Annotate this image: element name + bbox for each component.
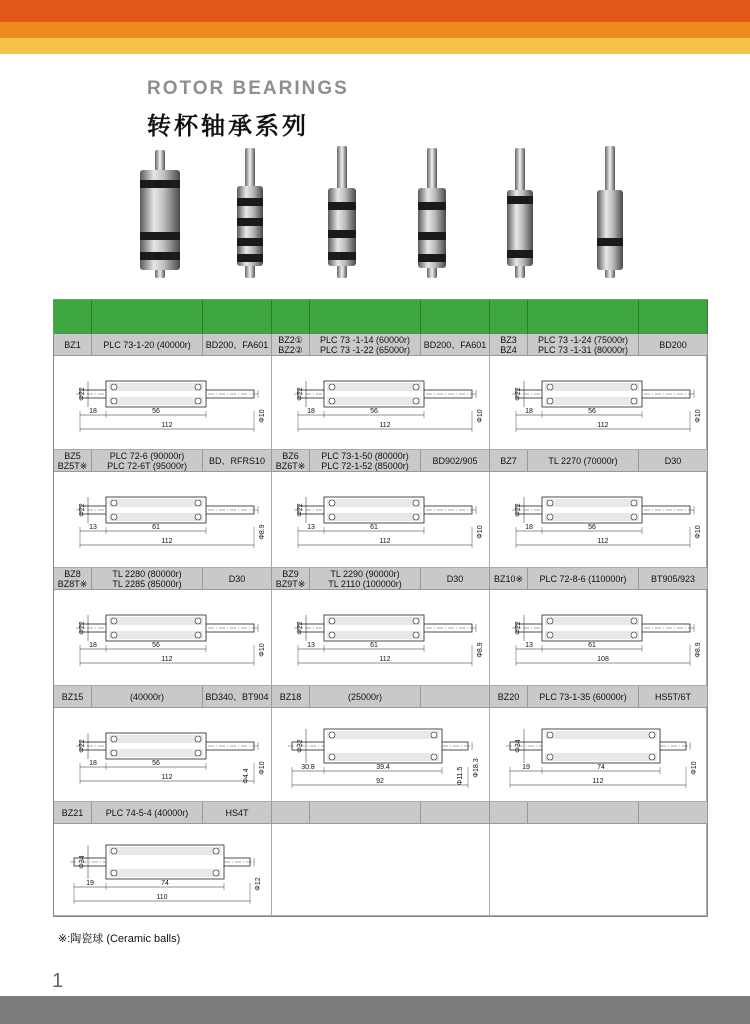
- row5-col1-type: [54, 802, 92, 824]
- drawing-cell: [272, 472, 490, 568]
- row2-col1-serial: [92, 450, 203, 472]
- serial-line: PLC 74-5-4 (40000r): [105, 807, 189, 818]
- dimension-label: 112: [597, 538, 609, 545]
- type-line: BZ21: [61, 807, 84, 818]
- dimension-label: Φ22: [79, 739, 86, 753]
- dimension-label: 13: [307, 524, 315, 531]
- type-line: BZ20: [497, 691, 520, 702]
- row4-col3-machine: HS5T/6T: [639, 686, 708, 708]
- dimension-label: Φ10: [691, 761, 698, 775]
- bearing-drawing: [490, 824, 707, 916]
- serial-line: TL 2270 (70000r): [548, 455, 618, 466]
- bearing-drawing: [490, 472, 707, 568]
- bearing-drawing: [54, 356, 272, 450]
- title-chinese: 转杯轴承系列: [147, 113, 309, 140]
- ceramic-note: ※:陶瓷球 (Ceramic balls): [58, 933, 181, 945]
- dimension-label: Φ22: [297, 387, 304, 401]
- bearing-photos: [120, 140, 680, 290]
- row5-col1-machine: HS4T: [203, 802, 272, 824]
- type-line: BZ8T※: [57, 578, 88, 589]
- dimension-label: 13: [307, 642, 315, 649]
- serial-line: PLC 73-1-20 (40000r): [103, 339, 191, 350]
- serial-line: PLC 72-6 (90000r): [109, 450, 185, 461]
- type-line: BZ3: [500, 334, 517, 345]
- row3-col3-type: [490, 568, 528, 590]
- bearing-drawing: [272, 590, 490, 686]
- dimension-label: 112: [597, 422, 609, 429]
- drawing-cell: [272, 708, 490, 802]
- row1-col3-machine: BD200: [639, 334, 708, 356]
- dimension-label: 18: [525, 524, 533, 531]
- bearing-photo-6: [597, 146, 623, 278]
- type-line: BZ2②: [278, 344, 303, 355]
- bearing-drawing: [54, 708, 272, 802]
- row2-col3-type: [490, 450, 528, 472]
- dimension-label: Φ22: [515, 621, 522, 635]
- type-line: BZ5T※: [57, 460, 88, 471]
- dimension-label: 74: [597, 764, 605, 771]
- dimension-label: 18: [89, 408, 97, 415]
- serial-line: PLC 73-1-50 (80000r): [321, 450, 409, 461]
- row2-col3-serial: [528, 450, 639, 472]
- dimension-label: Φ22: [297, 621, 304, 635]
- row4-col1-serial: [92, 686, 203, 708]
- drawing-cell: [54, 472, 272, 568]
- row2-col1-type: [54, 450, 92, 472]
- dimension-label: 18: [525, 408, 533, 415]
- row1-col2-machine: BD200、FA601: [421, 334, 490, 356]
- serial-line: PLC 72-6T (95000r): [107, 460, 187, 471]
- dimension-label: 108: [597, 656, 609, 663]
- row1-col1-type: [54, 334, 92, 356]
- row1-col1-serial: [92, 334, 203, 356]
- header-type-2: [272, 300, 310, 334]
- type-line: BZ8: [64, 568, 81, 579]
- dimension-label: Φ12: [255, 877, 262, 891]
- row2-col1-machine: BD、RFRS10: [203, 450, 272, 472]
- serial-line: (40000r): [129, 691, 165, 702]
- dimension-label: 56: [152, 642, 160, 649]
- row1-col1-machine: BD200、FA601: [203, 334, 272, 356]
- header-machine-3: [639, 300, 708, 334]
- serial-line: PLC 73 -1-31 (80000r): [537, 344, 629, 355]
- serial-line: TL 2280 (80000r): [112, 568, 182, 579]
- dimension-label: Φ11.5: [457, 766, 464, 786]
- serial-line: TL 2285 (85000r): [112, 578, 182, 589]
- row5-col3-serial: [528, 802, 639, 824]
- serial-line: PLC 72-1-52 (85000r): [321, 460, 409, 471]
- dimension-label: 39.4: [376, 764, 390, 771]
- row1-col2-serial: [310, 334, 421, 356]
- row3-col2-type: [272, 568, 310, 590]
- dimension-label: Φ32: [297, 739, 304, 753]
- type-line: BZ4: [500, 344, 517, 355]
- dimension-label: Φ22: [515, 387, 522, 401]
- dimension-label: Φ10: [259, 643, 266, 657]
- row5-col1-serial: [92, 802, 203, 824]
- serial-line: (25000r): [347, 691, 383, 702]
- dimension-label: Φ22: [297, 503, 304, 517]
- dimension-label: 19: [522, 764, 530, 771]
- dimension-label: 112: [161, 422, 173, 429]
- row2-col2-serial: [310, 450, 421, 472]
- row1-col3-serial: [528, 334, 639, 356]
- serial-line: PLC 73-1-35 (60000r): [539, 691, 627, 702]
- bearing-photo-2: [237, 148, 263, 278]
- bearing-drawing: [490, 356, 707, 450]
- row3-col3-serial: [528, 568, 639, 590]
- type-line: BZ6: [282, 450, 299, 461]
- type-line: BZ15: [61, 691, 84, 702]
- serial-line: PLC 73 -1-22 (65000r): [319, 344, 411, 355]
- row1-col2-type: [272, 334, 310, 356]
- bearing-drawing: [54, 472, 272, 568]
- dimension-label: Φ22: [79, 387, 86, 401]
- bearing-table: [53, 299, 708, 917]
- drawing-cell: [272, 824, 490, 916]
- bearing-drawing: [272, 356, 490, 450]
- drawing-cell: [490, 708, 707, 802]
- drawing-cell: [54, 708, 272, 802]
- type-line: BZ7: [500, 455, 517, 466]
- dimension-label: 112: [379, 422, 391, 429]
- type-line: BZ9: [282, 568, 299, 579]
- bearing-drawing: [272, 472, 490, 568]
- dimension-label: 18: [89, 642, 97, 649]
- row3-col1-machine: D30: [203, 568, 272, 590]
- header-machine-2: [421, 300, 490, 334]
- row3-col2-serial: [310, 568, 421, 590]
- type-line: BZ1: [64, 339, 81, 350]
- bearing-photo-3: [328, 146, 356, 278]
- dimension-label: 18: [89, 760, 97, 767]
- dimension-label: 61: [370, 642, 378, 649]
- dimension-label: Φ10: [477, 525, 484, 539]
- header-serial-2: [310, 300, 421, 334]
- serial-line: TL 2110 (100000r): [328, 578, 402, 589]
- top-band-red: [0, 0, 750, 22]
- drawing-cell: [54, 824, 272, 916]
- row1-col3-type: [490, 334, 528, 356]
- dimension-label: 112: [161, 774, 173, 781]
- serial-line: PLC 73 -1-24 (75000r): [537, 334, 629, 345]
- row4-col3-type: [490, 686, 528, 708]
- drawing-cell: [490, 356, 707, 450]
- type-line: BZ6T※: [275, 460, 306, 471]
- dimension-label: Φ8.9: [259, 524, 266, 540]
- drawing-cell: [272, 356, 490, 450]
- bearing-drawing: [490, 590, 707, 686]
- row4-col2-serial: [310, 686, 421, 708]
- type-line: BZ9T※: [275, 578, 306, 589]
- row4-col2-machine: [421, 686, 490, 708]
- header-type-3: [490, 300, 528, 334]
- dimension-label: 112: [592, 778, 604, 785]
- dimension-label: 110: [156, 894, 168, 901]
- title-english: ROTOR BEARINGS: [147, 78, 349, 99]
- dimension-label: 112: [161, 656, 173, 663]
- header-machine-1: [203, 300, 272, 334]
- dimension-label: 19: [86, 880, 94, 887]
- dimension-label: 61: [152, 524, 160, 531]
- dimension-label: 61: [370, 524, 378, 531]
- top-band-orange: [0, 22, 750, 38]
- bearing-drawing: [272, 824, 490, 916]
- row4-col1-machine: BD340、BT904: [203, 686, 272, 708]
- dimension-label: Φ22: [79, 621, 86, 635]
- bottom-band: [0, 996, 750, 1024]
- dimension-label: 56: [152, 408, 160, 415]
- row3-col3-machine: BT905/923: [639, 568, 708, 590]
- row2-col2-type: [272, 450, 310, 472]
- dimension-label: Φ10: [259, 761, 266, 775]
- page-number: 1: [52, 970, 64, 992]
- row5-col3-machine: [639, 802, 708, 824]
- dimension-label: 61: [588, 642, 596, 649]
- dimension-label: Φ22: [515, 503, 522, 517]
- row5-col3-type: [490, 802, 528, 824]
- dimension-label: 112: [161, 538, 173, 545]
- dimension-label: Φ10: [695, 409, 702, 423]
- dimension-label: 112: [379, 538, 391, 545]
- drawing-cell: [54, 356, 272, 450]
- row4-col3-serial: [528, 686, 639, 708]
- row5-col2-type: [272, 802, 310, 824]
- bearing-photo-1: [140, 150, 180, 278]
- dimension-label: 92: [376, 778, 384, 785]
- bearing-photo-4: [418, 148, 446, 278]
- row3-col2-machine: D30: [421, 568, 490, 590]
- serial-line: PLC 72-8-6 (110000r): [539, 573, 627, 584]
- row3-col1-type: [54, 568, 92, 590]
- dimension-label: 56: [152, 760, 160, 767]
- row3-col1-serial: [92, 568, 203, 590]
- dimension-label: 30.8: [301, 764, 315, 771]
- drawing-cell: [272, 590, 490, 686]
- dimension-label: Φ10: [259, 409, 266, 423]
- top-band-yellow: [0, 38, 750, 54]
- bearing-drawing: [54, 824, 272, 916]
- dimension-label: Φ8.9: [477, 642, 484, 658]
- dimension-label: 13: [525, 642, 533, 649]
- drawing-cell: [490, 472, 707, 568]
- header-serial-1: [92, 300, 203, 334]
- dimension-label: Φ10: [695, 525, 702, 539]
- dimension-label: Φ22: [79, 503, 86, 517]
- dimension-label: Φ18.3: [473, 758, 480, 778]
- bearing-drawing: [272, 708, 490, 802]
- type-line: BZ2①: [278, 334, 303, 345]
- dimension-label: Φ8.9: [695, 642, 702, 658]
- row5-col2-serial: [310, 802, 421, 824]
- dimension-label: Φ34: [79, 855, 86, 869]
- header-type-1: [54, 300, 92, 334]
- bearing-photo-5: [507, 148, 533, 278]
- dimension-label: 18: [307, 408, 315, 415]
- row5-col2-machine: [421, 802, 490, 824]
- bearing-drawing: [490, 708, 707, 802]
- dimension-label: 13: [89, 524, 97, 531]
- serial-line: PLC 73 -1-14 (60000r): [319, 334, 411, 345]
- serial-line: TL 2290 (90000r): [330, 568, 400, 579]
- drawing-cell: [54, 590, 272, 686]
- drawing-cell: [490, 824, 707, 916]
- header-serial-3: [528, 300, 639, 334]
- dimension-label: 112: [379, 656, 391, 663]
- row2-col2-machine: BD902/905: [421, 450, 490, 472]
- dimension-label: Φ4.4: [243, 768, 250, 784]
- dimension-label: 74: [161, 880, 169, 887]
- dimension-label: 56: [588, 524, 596, 531]
- type-line: BZ5: [64, 450, 81, 461]
- row4-col1-type: [54, 686, 92, 708]
- dimension-label: Φ10: [477, 409, 484, 423]
- type-line: BZ10※: [493, 573, 524, 584]
- dimension-label: 56: [588, 408, 596, 415]
- dimension-label: 56: [370, 408, 378, 415]
- dimension-label: Φ34: [515, 739, 522, 753]
- bearing-drawing: [54, 590, 272, 686]
- type-line: BZ18: [279, 691, 302, 702]
- drawing-cell: [490, 590, 707, 686]
- row2-col3-machine: D30: [639, 450, 708, 472]
- row4-col2-type: [272, 686, 310, 708]
